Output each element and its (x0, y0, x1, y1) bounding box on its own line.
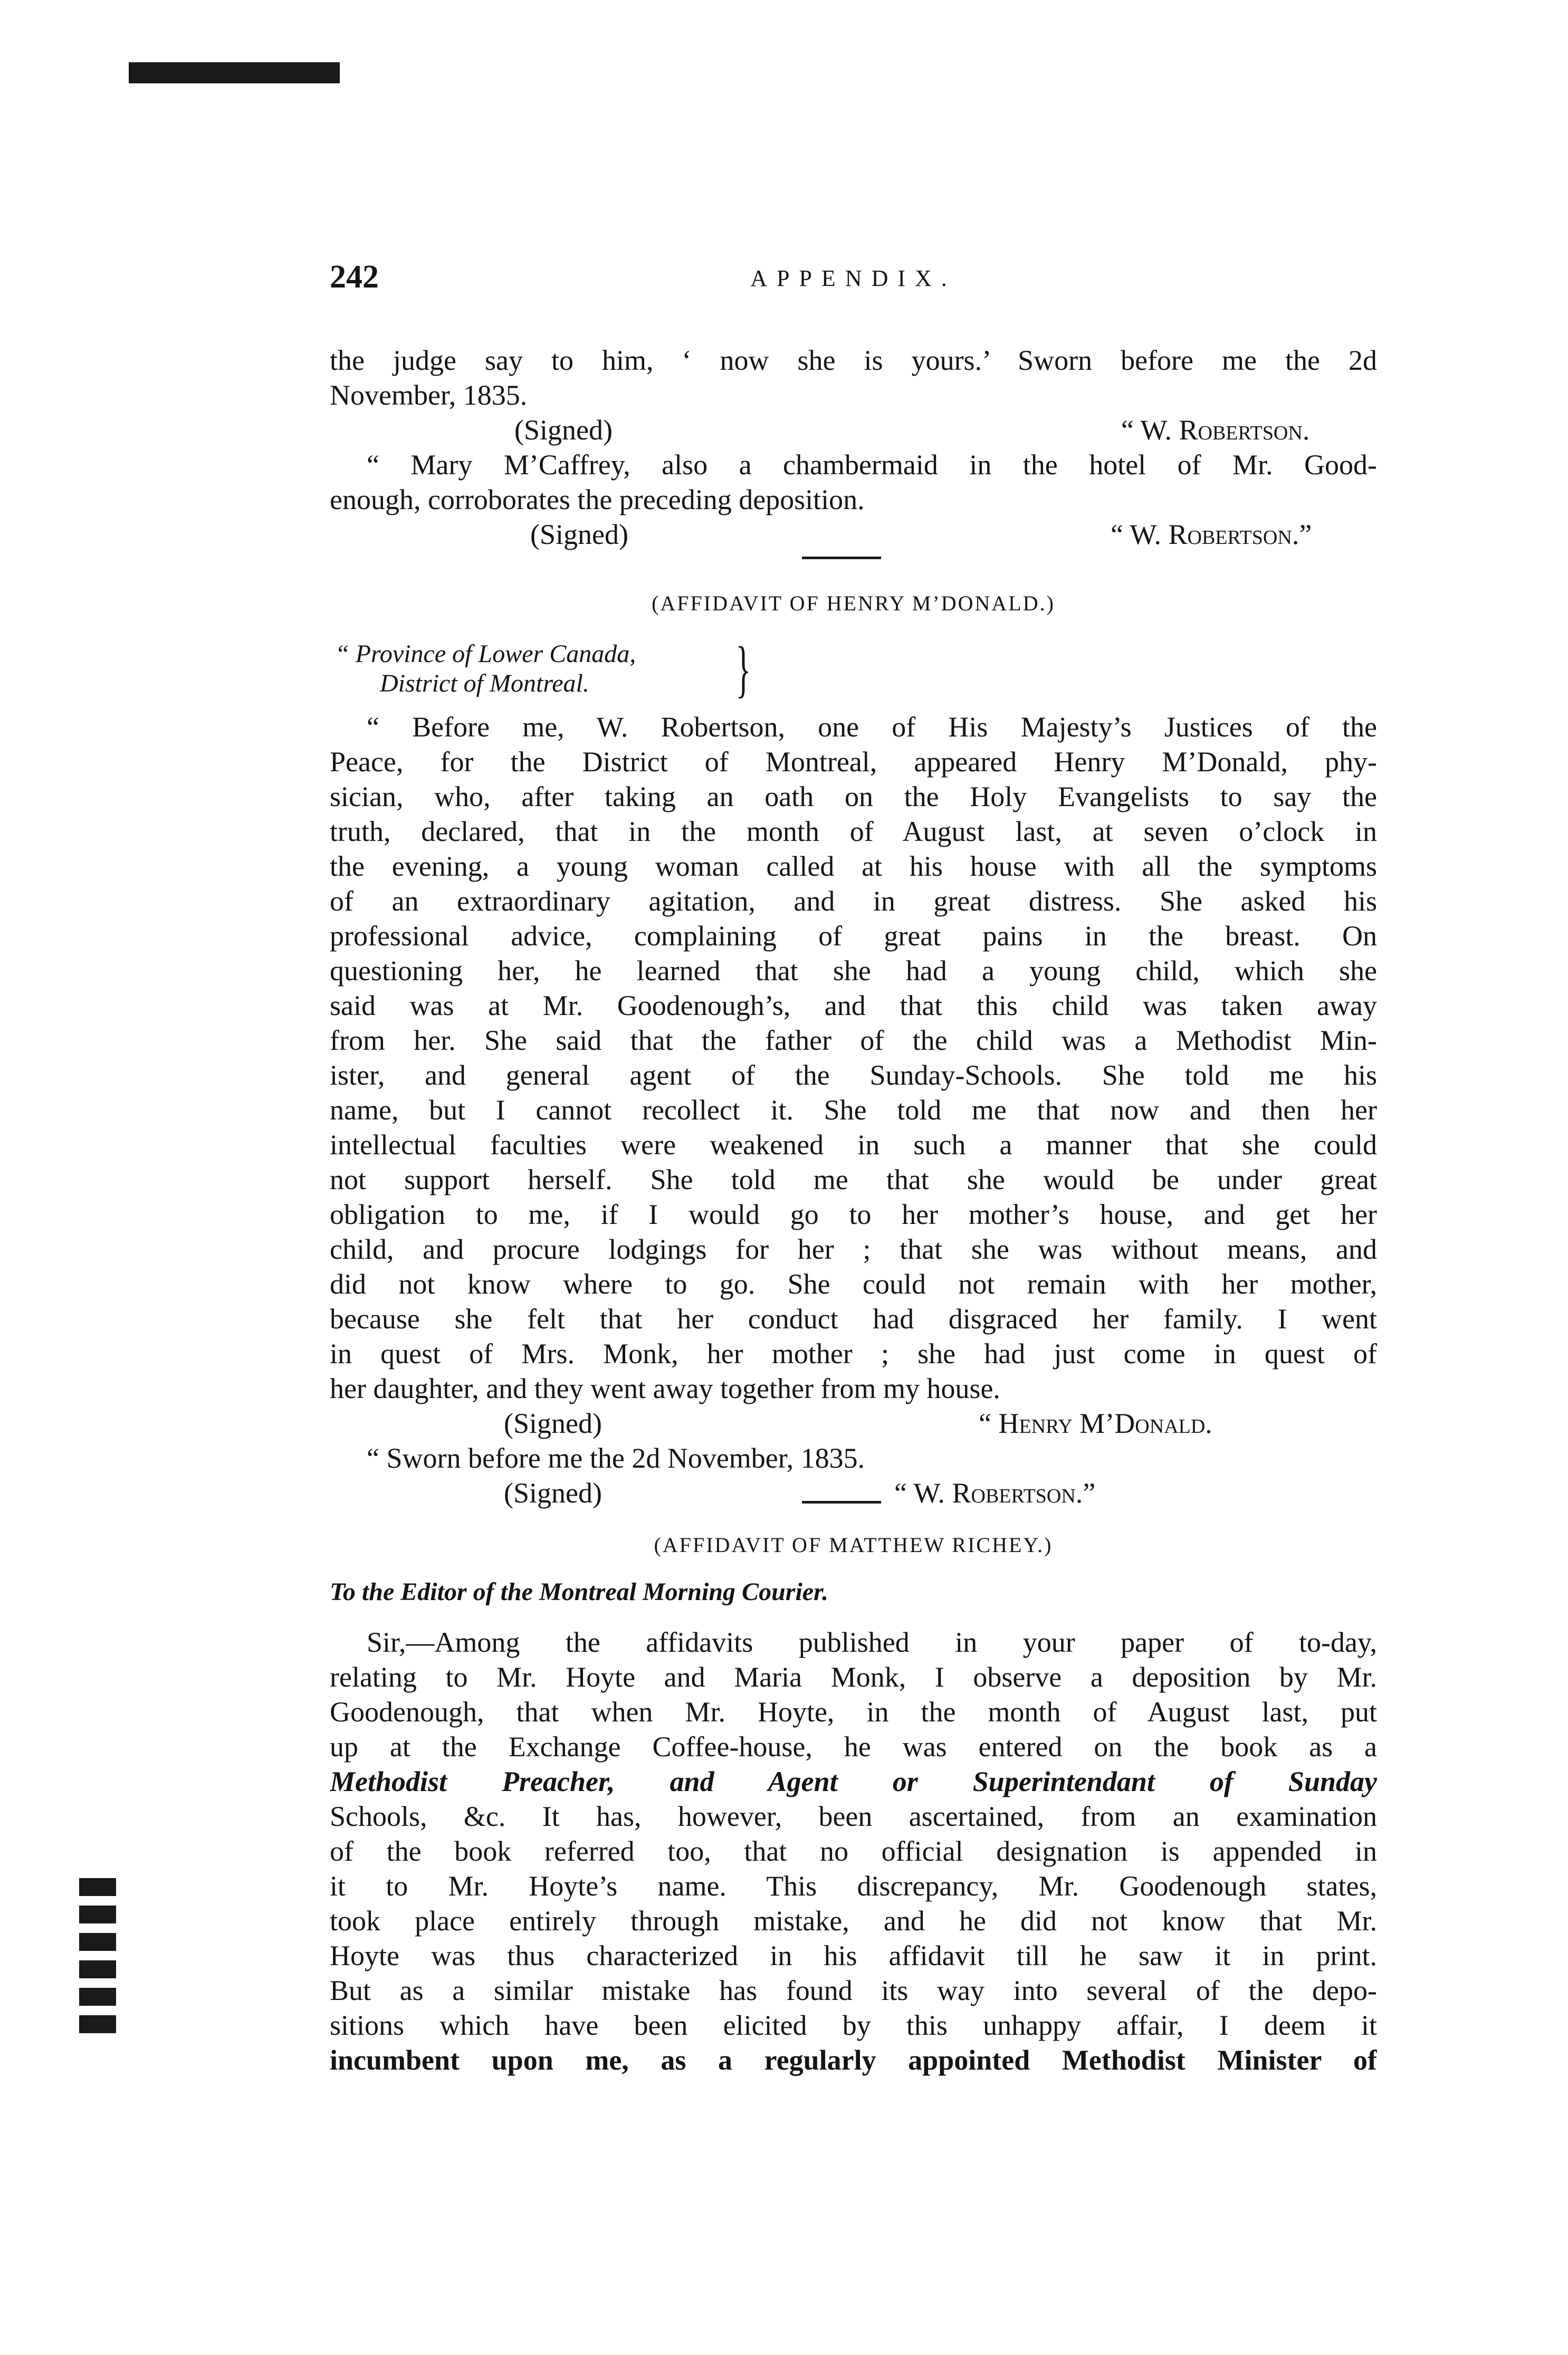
text-line: the judge say to him, ‘ now she is yours.’ Sworn before me the 2d (330, 344, 1377, 376)
section-heading: (AFFIDAVIT OF HENRY M’DONALD.) (652, 591, 1055, 615)
section-heading: (AFFIDAVIT OF MATTHEW RICHEY.) (654, 1533, 1053, 1557)
text-line: sician, who, after taking an oath on the Holy Evangelists to say the (330, 781, 1377, 812)
text-line: it to Mr. Hoyte’s name. This discrepancy, Mr. Goodenough states, (330, 1870, 1377, 1902)
signatory: “ W. Robertson.” (894, 1477, 1096, 1509)
scan-edge-marks (79, 1878, 116, 2100)
text-line: November, 1835. (330, 379, 528, 411)
text-line: child, and procure lodgings for her ; that she was without means, and (330, 1233, 1377, 1265)
text-line: Hoyte was thus characterized in his affidavit till he saw it in print. (330, 1940, 1377, 1971)
text-line: Sir,—Among the affidavits published in your paper of to-day, (367, 1626, 1377, 1658)
text-line: Methodist Preacher, and Agent or Superintendant of Sunday (330, 1766, 1377, 1797)
text-line: “ Mary M’Caffrey, also a chambermaid in the hotel of Mr. Good- (367, 449, 1377, 481)
text-line: ister, and general agent of the Sunday-Schools. She told me his (330, 1059, 1377, 1091)
text-line: because she felt that her conduct had disgraced her family. I went (330, 1303, 1377, 1335)
text-line: the evening, a young woman called at his house with all the symptoms (330, 850, 1377, 882)
text-line: obligation to me, if I would go to her mother’s house, and get her (330, 1199, 1377, 1230)
text-line: incumbent upon me, as a regularly appointed Methodist Minister of (330, 2044, 1377, 2076)
text-line: up at the Exchange Coffee-house, he was entered on the book as a (330, 1731, 1377, 1763)
text-line: “ Sworn before me the 2d November, 1835. (367, 1442, 865, 1474)
text-line: sitions which have been elicited by this unhappy affair, I deem it (330, 2009, 1377, 2041)
signed-label: (Signed) (530, 519, 628, 550)
text-line: “ Before me, W. Robertson, one of His Majesty’s Justices of the (367, 711, 1377, 743)
mdonald-affidavit-body (330, 710, 1377, 1510)
page-header (330, 259, 1377, 301)
text-line: intellectual faculties were weakened in such a manner that she could (330, 1129, 1377, 1161)
signatory: “ W. Robertson. (1121, 414, 1310, 446)
text-line: But as a similar mistake has found its way into several of the depo- (330, 1975, 1377, 2006)
text-line: Goodenough, that when Mr. Hoyte, in the month of August last, put (330, 1696, 1377, 1728)
section-rule (802, 557, 881, 559)
signed-label: (Signed) (504, 1477, 602, 1509)
text-line: said was at Mr. Goodenough’s, and that this child was taken away (330, 990, 1377, 1021)
scan-edge-mark (129, 62, 340, 83)
signatory: “ W. Robertson.” (1111, 519, 1312, 550)
running-head: APPENDIX. (750, 265, 957, 291)
text-line: took place entirely through mistake, and he did not know that Mr. (330, 1905, 1377, 1937)
signatory: “ Henry M’Donald. (979, 1408, 1212, 1439)
text-line: of an extraordinary agitation, and in great distress. She asked his (330, 885, 1377, 917)
signature-line (330, 413, 1377, 447)
signature-line (330, 517, 1377, 552)
signature-line (330, 1406, 1377, 1441)
brace-glyph: } (735, 634, 751, 704)
text-line: professional advice, complaining of great pains in the breast. On (330, 920, 1377, 952)
text-line: her daughter, and they went away together from my house. (330, 1373, 1000, 1404)
richey-letter-body (330, 1625, 1377, 2078)
text-line: questioning her, he learned that she had a young child, which she (330, 955, 1377, 987)
text-line: from her. She said that the father of the child was a Methodist Min- (330, 1025, 1377, 1056)
letter-address: To the Editor of the Montreal Morning Courier. (330, 1578, 829, 1606)
province-line: “ Province of Lower Canada, (335, 640, 636, 668)
text-line: enough, corroborates the preceding deposition. (330, 484, 865, 515)
text-line: not support herself. She told me that she would be under great (330, 1164, 1377, 1195)
text-line: Schools, &c. It has, however, been ascertained, from an examination (330, 1801, 1377, 1832)
signed-label: (Signed) (504, 1408, 602, 1439)
page-number: 242 (330, 259, 379, 295)
text-line: did not know where to go. She could not remain with her mother, (330, 1268, 1377, 1300)
text-line: relating to Mr. Hoyte and Maria Monk, I observe a deposition by Mr. (330, 1661, 1377, 1693)
text-line: name, but I cannot recollect it. She told me that now and then her (330, 1094, 1377, 1126)
section-rule (802, 1501, 881, 1504)
opening-section (330, 343, 1377, 552)
text-line: in quest of Mrs. Monk, her mother ; she had just come in quest of (330, 1338, 1377, 1370)
signature-line (330, 1476, 1377, 1510)
signed-label: (Signed) (514, 414, 613, 446)
text-line: Peace, for the District of Montreal, appeared Henry M’Donald, phy- (330, 746, 1377, 778)
text-line: of the book referred too, that no official designation is appended in (330, 1835, 1377, 1867)
text-line: truth, declared, that in the month of August last, at seven o’clock in (330, 816, 1377, 847)
district-line: District of Montreal. (380, 669, 589, 697)
